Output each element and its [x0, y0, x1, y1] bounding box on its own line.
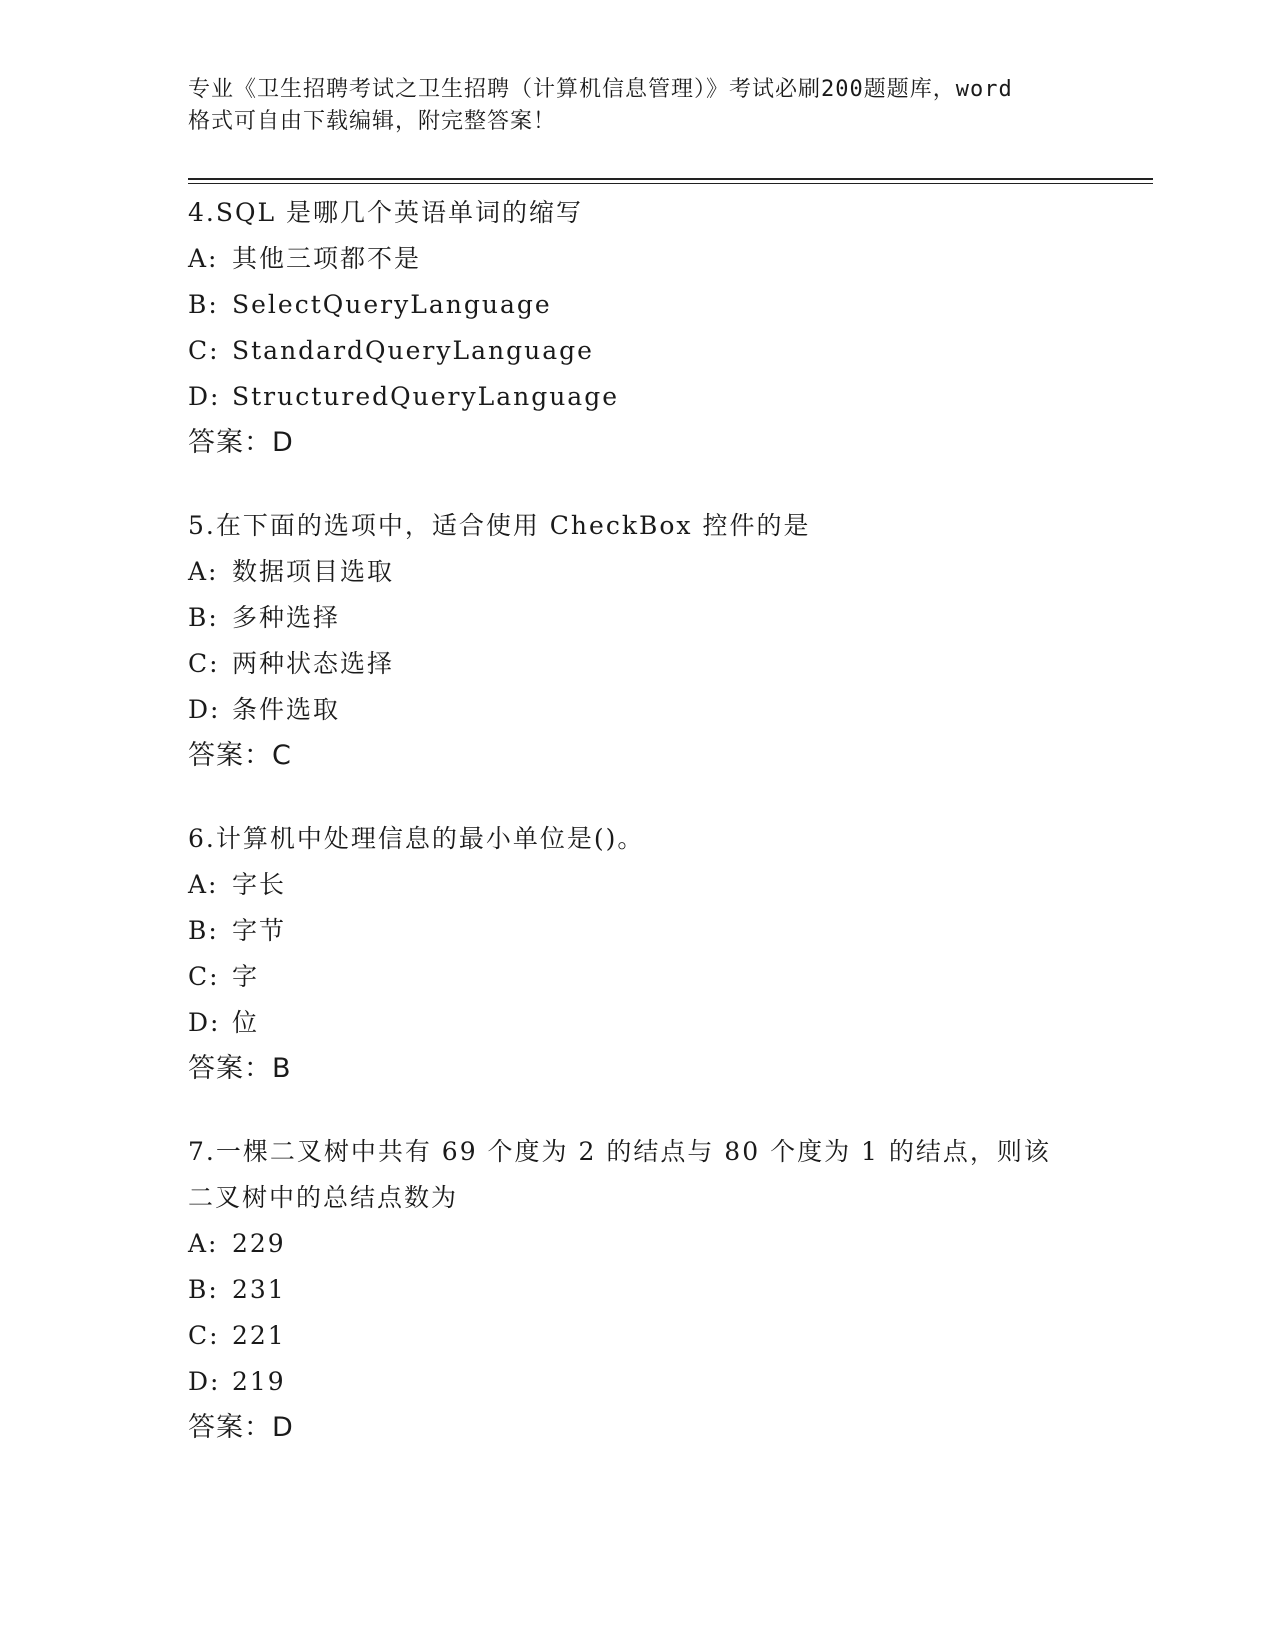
question-stem: 5.在下面的选项中，适合使用 CheckBox 控件的是 — [188, 511, 811, 540]
answer-line: 答案：B — [188, 1053, 292, 1084]
option-text: 其他三项都不是 — [232, 244, 422, 273]
option-letter: C: — [188, 962, 220, 991]
option-letter: D: — [188, 382, 221, 411]
option-letter: A: — [188, 870, 219, 899]
option-a — [188, 862, 1088, 908]
document-header — [188, 74, 1088, 138]
option-text: 条件选取 — [232, 695, 341, 724]
option-letter: C: — [188, 1321, 220, 1350]
option-letter: B: — [188, 916, 219, 945]
option-text: 字 — [232, 962, 260, 991]
option-letter: B: — [188, 290, 219, 319]
option-c — [188, 1313, 1088, 1359]
option-c — [188, 954, 1088, 1000]
option-c — [188, 328, 1088, 374]
option-d — [188, 374, 1088, 420]
option-text: StandardQueryLanguage — [232, 336, 594, 365]
header-divider-thick — [188, 178, 1153, 180]
option-text: SelectQueryLanguage — [232, 290, 552, 319]
option-text: 多种选择 — [232, 603, 341, 632]
option-a — [188, 549, 1088, 595]
header-title-line-2: 格式可自由下载编辑，附完整答案！ — [188, 109, 557, 134]
header-title-line-1: 专业《卫生招聘考试之卫生招聘（计算机信息管理）》考试必刷200题题库，word — [188, 77, 1013, 102]
question-stem-line-1: 7.一棵二叉树中共有 69 个度为 2 的结点与 80 个度为 1 的结点，则该 — [188, 1137, 1051, 1166]
answer-line: 答案：D — [188, 1412, 294, 1443]
option-letter: B: — [188, 1275, 219, 1304]
question-5 — [188, 503, 1088, 779]
option-b — [188, 282, 1088, 328]
option-letter: C: — [188, 649, 220, 678]
header-divider-thin — [188, 183, 1153, 184]
question-stem: 4.SQL 是哪几个英语单词的缩写 — [188, 198, 584, 227]
option-b — [188, 908, 1088, 954]
option-text: 字节 — [232, 916, 287, 945]
option-text: StructuredQueryLanguage — [232, 382, 620, 411]
option-text: 221 — [232, 1321, 286, 1350]
option-letter: D: — [188, 1367, 221, 1396]
option-a — [188, 1221, 1088, 1267]
question-4 — [188, 190, 1088, 466]
answer-line: 答案：C — [188, 740, 292, 771]
option-text: 229 — [232, 1229, 286, 1258]
option-letter: A: — [188, 557, 219, 586]
option-text: 219 — [232, 1367, 286, 1396]
option-letter: A: — [188, 244, 219, 273]
option-text: 位 — [232, 1008, 260, 1037]
answer-line: 答案：D — [188, 427, 294, 458]
option-a — [188, 236, 1088, 282]
question-stem: 6.计算机中处理信息的最小单位是()。 — [188, 824, 645, 853]
option-letter: A: — [188, 1229, 219, 1258]
question-6 — [188, 816, 1088, 1092]
question-7 — [188, 1129, 1088, 1451]
option-b — [188, 1267, 1088, 1313]
option-letter: B: — [188, 603, 219, 632]
option-c — [188, 641, 1088, 687]
option-b — [188, 595, 1088, 641]
option-letter: C: — [188, 336, 220, 365]
question-list — [188, 190, 1088, 1488]
option-d — [188, 1359, 1088, 1405]
option-d — [188, 687, 1088, 733]
option-text: 数据项目选取 — [232, 557, 395, 586]
option-letter: D: — [188, 695, 221, 724]
option-d — [188, 1000, 1088, 1046]
question-stem-line-2: 二叉树中的总结点数为 — [188, 1183, 459, 1212]
option-letter: D: — [188, 1008, 221, 1037]
option-text: 两种状态选择 — [232, 649, 395, 678]
option-text: 231 — [232, 1275, 286, 1304]
option-text: 字长 — [232, 870, 287, 899]
